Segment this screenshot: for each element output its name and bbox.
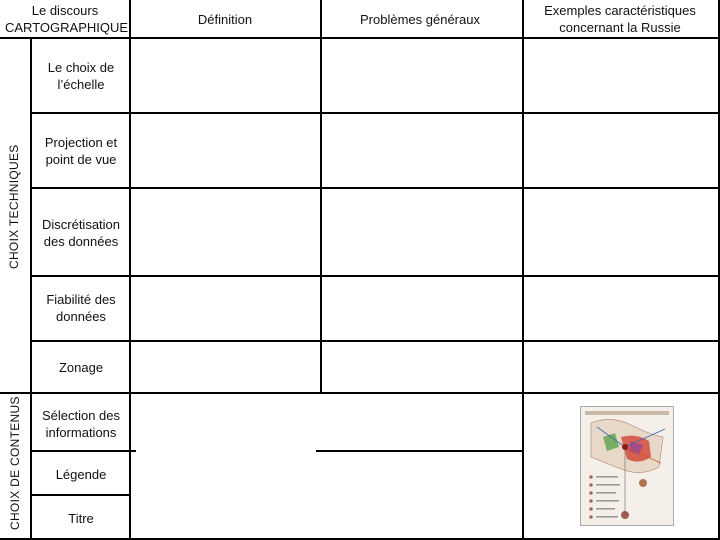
col-header-problemes-label: Problèmes généraux [360,11,480,27]
row-label-fiabilite [32,276,130,340]
row-label-legende [32,454,130,494]
row-label-titre [32,498,130,538]
row-label-discretisation-text: Discrétisation des données [41,217,121,249]
col-header-definition [130,0,320,38]
row-label-zonage [32,342,130,392]
row-label-discretisation [32,190,130,276]
grid-hline-1 [30,112,720,114]
col-header-problemes [320,0,520,38]
col-header-exemples [520,0,720,38]
grid-hline-4 [30,340,720,342]
row-label-echelle [32,40,130,112]
corner-title-cell [0,0,130,38]
col-header-definition-label: Définition [197,11,253,27]
row-label-fiabilite-text: Fiabilité des données [46,292,116,324]
grid-vline-prob [522,0,524,540]
grid-vline-labels [129,0,131,540]
row-label-legende-text: Légende [55,466,107,482]
row-label-projection [32,114,130,188]
group-contenus [0,392,30,540]
group-techniques [0,38,30,388]
row-label-projection-text: Projection et point de vue [44,135,118,167]
grid-hline-group [0,392,720,394]
row-label-zonage-text: Zonage [58,359,104,375]
row-label-selection [32,394,130,454]
corner-title: Le discours CARTOGRAPHIQUE [5,3,129,35]
row-label-selection-text: Sélection des informations [41,408,121,440]
russia-map-image [581,407,673,525]
row-label-echelle-text: Le choix de l’échelle [47,60,115,92]
col-header-exemples-label: Exemples caractéristiques concernant la Russie [544,3,696,35]
grid-hline-legende [30,494,130,496]
group-techniques-label: CHOIX TECHNIQUES [7,144,21,269]
grid-hline-sel-right [316,450,522,452]
grid-hline-3 [30,275,720,277]
group-contenus-label: CHOIX DE CONTENUS [8,396,22,530]
row-label-titre-text: Titre [68,510,94,526]
grid-hline-2 [30,187,720,189]
grid-hline-sel-left [30,450,136,452]
grid-vline-def [320,0,322,392]
russia-map-thumbnail [580,406,674,526]
grid-hline-header [0,37,720,39]
